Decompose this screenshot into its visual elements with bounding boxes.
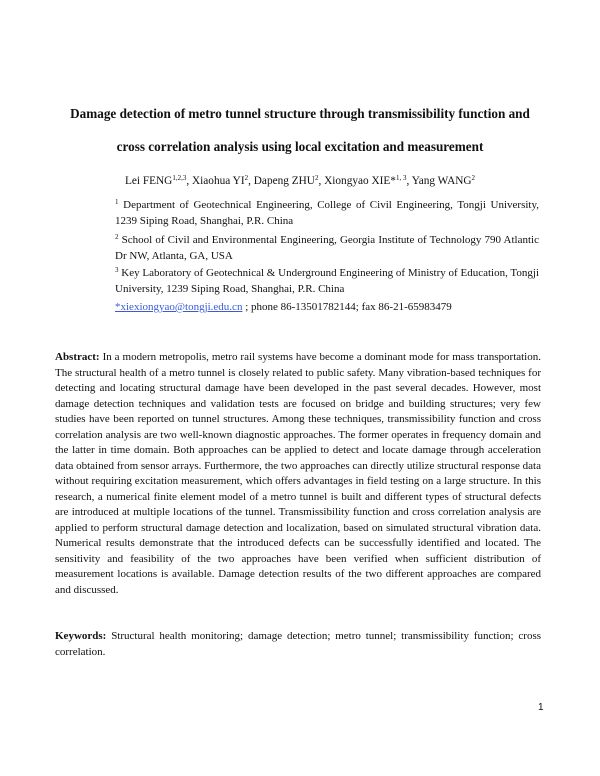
author-affiliation-marks: 2 xyxy=(314,174,319,182)
affiliation-3 xyxy=(115,266,539,297)
abstract-section xyxy=(55,350,541,598)
affiliation-number: 3 xyxy=(115,266,119,274)
affiliation-text: Key Laboratory of Geotechnical & Underground Engineering of Ministry of Education, Tongji University, 1239 Siping Road, Shanghai, P.R. China xyxy=(115,267,539,295)
keywords-text: Structural health monitoring; damage detection; metro tunnel; transmissibility function; cross correlation. xyxy=(55,630,542,658)
author-separator: , xyxy=(248,175,254,187)
author-affiliation-marks: 1,2,3 xyxy=(172,174,187,182)
abstract-text: In a modern metropolis, metro rail systems have become a dominant mode for mass transportation. The structural health of a metro tunnel is closely related to public safety. Many vibration-based techniques for detecting and locating structural damage have been developed in the past several decades. However, most damage detection techniques and validation tests are focused on bridge and building structures; very few studies have been reported on tunnel structures. Among these techniques, transmissibility function and cross correlation analysis are two well-known diagnostic approaches. The former operates in frequency domain and the latter in time domain. Both approaches can be applied to detect and locate damage through acceleration data obtained from sensor arrays. Furthermore, the two approaches can directly utilize structural response data without requiring excitation measurement, which offers advantages in field testing on a large structure. In this research, a numerical finite element model of a metro tunnel is built and different types of structural defects are introduced at multiple locations of the tunnel. Transmissibility function and cross correlation analysis are applied to perform structural damage detection and localization, based on simulated structural vibration data. Numerical results demonstrate that the introduced defects can be successfully identified and located. The sensitivity and feasibility of the two approaches have been verified when sufficient distribution of measurement locations is available. Damage detection results of the two different approaches are compared and discussed. xyxy=(55,351,541,596)
author-name: Xiaohua YI xyxy=(192,175,245,187)
corresponding-contact xyxy=(115,300,539,316)
keywords-section xyxy=(55,629,541,660)
corresponding-email-link[interactable]: *xiexiongyao@tongji.edu.cn xyxy=(115,301,243,313)
keywords-label: Keywords: xyxy=(55,630,107,642)
affiliation-1 xyxy=(115,198,539,229)
author-affiliation-marks: 2 xyxy=(471,174,476,182)
affiliation-text: School of Civil and Environmental Engineering, Georgia Institute of Technology 790 Atlantic Dr NW, Atlanta, GA, USA xyxy=(115,234,539,262)
author-separator: , xyxy=(318,175,325,187)
affiliation-number: 1 xyxy=(115,198,119,206)
paper-title-line-1: Damage detection of metro tunnel structure through transmissibility function and xyxy=(70,106,530,121)
paper-title-line-2: cross correlation analysis using local excitation and measurement xyxy=(116,139,484,154)
author-affiliation-marks: 1, 3 xyxy=(395,174,407,182)
page-number: 1 xyxy=(538,702,544,713)
author-name: Dapeng ZHU xyxy=(253,175,315,187)
author-list xyxy=(40,174,560,188)
contact-phone-fax: ; phone 86-13501782144; fax 86-21-65983479 xyxy=(242,301,452,313)
author-name: Xiongyao XIE* xyxy=(324,175,396,187)
author-separator: , xyxy=(186,175,192,187)
author-name: Yang WANG xyxy=(411,175,472,187)
author-name: Lei FENG xyxy=(124,175,173,187)
author-separator: , xyxy=(406,175,412,187)
author-affiliation-marks: 2 xyxy=(244,174,249,182)
affiliation-text: Department of Geotechnical Engineering, College of Civil Engineering, Tongji University, 1239 Siping Road, Shanghai, P.R. China xyxy=(115,199,540,227)
affiliation-number: 2 xyxy=(115,233,119,241)
abstract-label: Abstract: xyxy=(55,351,100,363)
affiliation-2 xyxy=(115,233,539,264)
